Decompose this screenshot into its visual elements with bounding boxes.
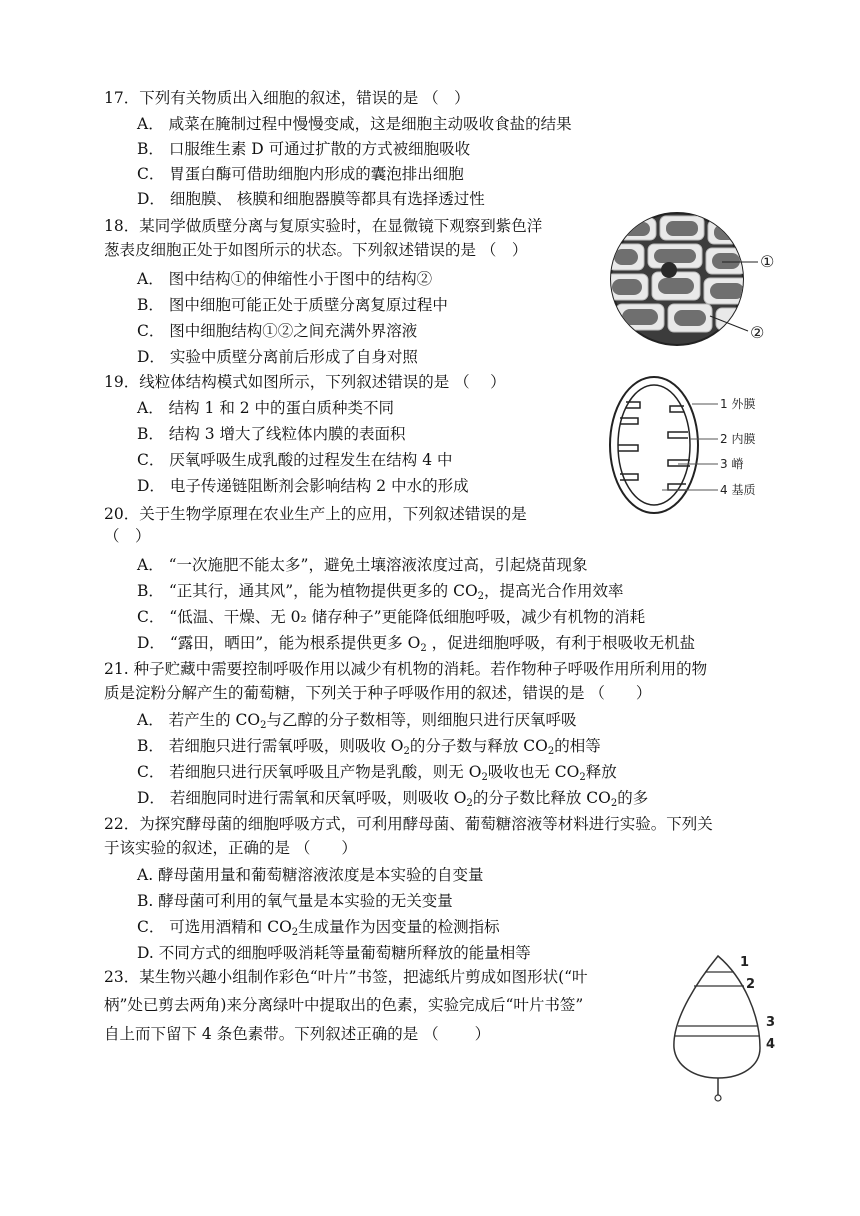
q19-label-cristae: 3 嵴 (720, 457, 744, 471)
q18-stem-line2: 葱表皮细胞正处于如图所示的状态。下列叙述错误的是 （ ） (104, 241, 528, 259)
q23-stem-line1: 23．某生物兴趣小组制作彩色“叶片”书签，把滤纸片剪成如图形状(“叶 (104, 968, 588, 986)
q18-stem-line1: 18．某同学做质壁分离与复原实验时，在显微镜下观察到紫色洋 (104, 217, 543, 235)
q21-option-c: C． 若细胞只进行厌氧呼吸且产物是乳酸，则无 $O_2$吸收也无 $CO_2$释放 (137, 763, 617, 783)
q17-option-d: D． 细胞膜、 核膜和细胞器膜等都具有选择透过性 (137, 190, 485, 208)
q19-option-c: C． 厌氧呼吸生成乳酸的过程发生在结构 4 中 (137, 451, 453, 469)
q19-option-d: D． 电子传递链阻断剂会影响结构 2 中水的形成 (137, 477, 469, 495)
q18-option-c: C． 图中细胞结构①②之间充满外界溶液 (137, 322, 418, 340)
q20-option-d: D． “露田，晒田”，能为根系提供更多 $O_2$ ，促进细胞呼吸，有利于根吸收无机盐 (137, 634, 696, 654)
q19-option-b: B． 结构 3 增大了线粒体内膜的表面积 (137, 425, 406, 443)
q23-label-4: 4 (766, 1037, 776, 1052)
q22-option-d: D. 不同方式的细胞呼吸消耗等量葡萄糖所释放的能量相等 (137, 944, 531, 962)
q21-stem-line2: 质是淀粉分解产生的葡萄糖，下列关于种子呼吸作用的叙述，错误的是 （ ） (104, 684, 652, 702)
q21-option-b: B． 若细胞只进行需氧呼吸，则吸收 $O_2$的分子数与释放 $CO_2$的相等 (137, 737, 601, 757)
q23-leaf-figure (660, 948, 790, 1108)
q22-option-c: C． 可选用酒精和 $CO_2$生成量作为因变量的检测指标 (137, 918, 500, 938)
q23-label-3: 3 (766, 1015, 776, 1030)
q18-label-2: ② (750, 323, 765, 342)
q17-option-a: A． 咸菜在腌制过程中慢慢变咸，这是细胞主动吸收食盐的结果 (137, 115, 572, 133)
q22-stem-line1: 22．为探究酵母菌的细胞呼吸方式，可利用酵母菌、葡萄糖溶液等材料进行实验。下列关 (104, 815, 713, 833)
q20-option-a: A． “一次施肥不能太多”，避免土壤溶液浓度过高，引起烧苗现象 (137, 556, 588, 574)
q23-stem-line2: 柄”处已剪去两角)来分离绿叶中提取出的色素，实验完成后“叶片书签” (104, 996, 584, 1014)
q19-stem: 19．线粒体结构模式如图所示，下列叙述错误的是 （ ） (104, 373, 506, 391)
q18-label-1: ① (760, 252, 775, 271)
q17-stem: 17．下列有关物质出入细胞的叙述，错误的是 （ ） (104, 89, 470, 107)
q19-label-outer-membrane: 1 外膜 (720, 397, 756, 411)
q19-label-matrix: 4 基质 (720, 483, 756, 497)
q23-label-2: 2 (746, 977, 756, 992)
q20-stem-line2: （ ） (104, 527, 151, 545)
q21-option-d: D． 若细胞同时进行需氧和厌氧呼吸，则吸收 $O_2$的分子数比释放 $CO_2$的多 (137, 789, 649, 809)
q18-option-a: A． 图中结构①的伸缩性小于图中的结构② (137, 270, 433, 288)
q18-cell-figure (602, 212, 792, 348)
q23-stem-line3: 自上而下留下 4 条色素带。下列叙述正确的是 （ ） (104, 1025, 491, 1043)
q19-label-inner-membrane: 2 内膜 (720, 432, 756, 446)
q17-option-c: C． 胃蛋白酶可借助细胞内形成的囊泡排出细胞 (137, 165, 464, 183)
q23-label-1: 1 (740, 955, 750, 970)
q20-option-c: C． “低温、干燥、无 0₂ 储存种子”更能降低细胞呼吸，减少有机物的消耗 (137, 608, 646, 626)
q22-stem-line2: 于该实验的叙述，正确的是 （ ） (104, 839, 357, 857)
q18-option-d: D． 实验中质壁分离前后形成了自身对照 (137, 348, 418, 366)
q21-stem-line1: 21. 种子贮藏中需要控制呼吸作用以减少有机物的消耗。若作物种子呼吸作用所利用的物 (104, 660, 708, 678)
q20-option-b: B． “正其行，通其风”，能为植物提供更多的 $CO_2$，提高光合作用效率 (137, 582, 624, 602)
q20-stem-line1: 20．关于生物学原理在农业生产上的应用，下列叙述错误的是 (104, 505, 527, 523)
q18-option-b: B． 图中细胞可能正处于质壁分离复原过程中 (137, 296, 448, 314)
q21-option-a: A． 若产生的 $CO_2$与乙醇的分子数相等，则细胞只进行厌氧呼吸 (137, 711, 577, 731)
q19-option-a: A． 结构 1 和 2 中的蛋白质种类不同 (137, 399, 395, 417)
q22-option-a: A. 酵母菌用量和葡萄糖溶液浓度是本实验的自变量 (137, 866, 484, 884)
q17-option-b: B． 口服维生素 D 可通过扩散的方式被细胞吸收 (137, 140, 471, 158)
q19-mitochondrion-figure (606, 370, 782, 520)
q22-option-b: B. 酵母菌可利用的氧气量是本实验的无关变量 (137, 892, 453, 910)
